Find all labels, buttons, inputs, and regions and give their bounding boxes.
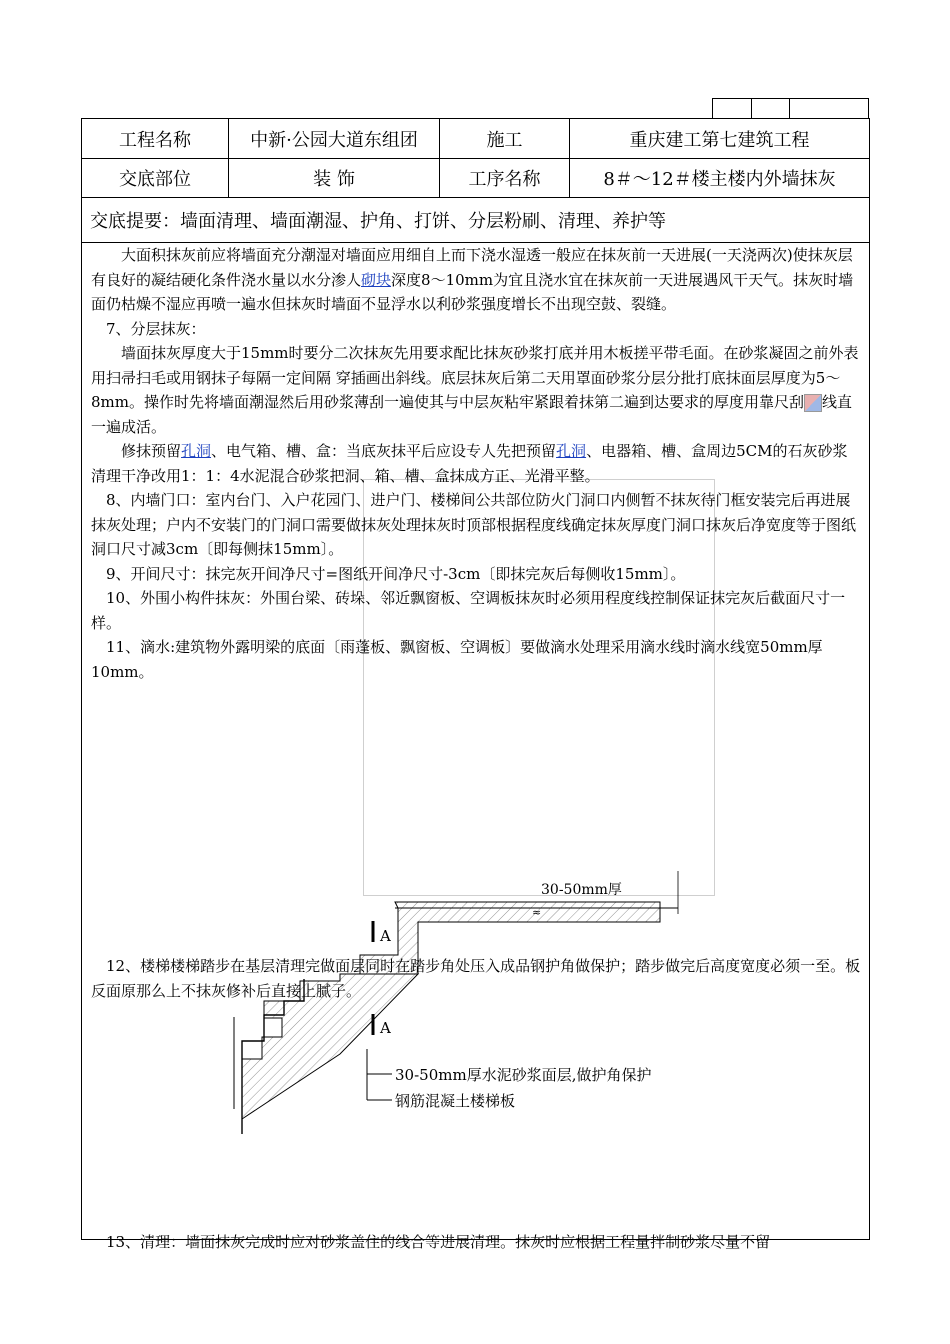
text-span: 墙面抹灰厚度大于15mm时要分二次抹灰先用要求配比抹灰砂浆打底并用木板搓平带毛面。在砂浆凝固之前外表用扫帚扫毛或用钢抹子每隔一定间隔 穿插画出斜线。底层抹灰后第二天用罩面砂浆分层分批打底抹面层厚度为5～8mm。操作时先将墙面潮湿然后用砂浆薄刮一遍使其与中层灰粘牢紧跟着抹第二遍到达要求的厚度用靠尺刮	[91, 344, 859, 411]
text-span: 深度8～10mm为宜且浇水宜在抹灰前一天进展遇风干天气。抹灰时墙面仍枯燥不湿应再喷一遍水但抹灰时墙面不显浮水以利砂浆强度增长不出现空鼓、裂缝。	[91, 270, 854, 313]
disclosure-part-label: 交底部位	[82, 158, 229, 197]
text-span: 、电气箱、槽、盒：当底灰抹平后应设专人先把预留	[211, 442, 557, 460]
section-9: 9、开间尺寸：抹完灰开间净尺寸=图纸开间净尺寸-3cm〔即抹完灰后每侧收15mm〕。	[106, 564, 686, 583]
disclosure-summary: 交底提要：墙面清理、墙面潮湿、护角、打饼、分层粉刷、清理、养护等	[82, 197, 869, 243]
process-name-value: 8＃～12＃楼主楼内外墙抹灰	[603, 168, 836, 190]
section-13: 13、清理：墙面抹灰完成时应对砂浆盖住的线合等进展清理。抹灰时应根据工程量拌制砂浆尽量不留	[106, 1233, 771, 1251]
stair-slab-label: 钢筋混凝土楼梯板	[395, 1092, 516, 1110]
corner-box-divider	[789, 99, 790, 118]
text-span: 、电器箱、槽、盒周边5CM的石灰砂浆清理干净改用1：1：4水泥混合砂浆把洞、箱、槽、盒抹成方正、光滑平整。	[91, 442, 848, 485]
disclosure-form	[81, 118, 870, 1251]
hole-link-2[interactable]: 孔洞	[556, 442, 587, 460]
thickness-label: 30-50mm厚	[541, 882, 622, 898]
construction-value: 重庆建工第七建筑工程	[629, 129, 810, 151]
hole-link-1[interactable]: 孔洞	[181, 442, 212, 460]
finish-layer-label: 30-50mm厚水泥砂浆面层,做护角保护	[395, 1066, 652, 1084]
section-10: 10、外围小构件抹灰：外围台梁、砖垛、邻近飘窗板、空调板抹灰时必须用程度线控制保证抹完灰后截面尺寸一样。	[91, 589, 846, 632]
text-span: 修抹预留	[121, 442, 182, 460]
project-name-value: 中新·公园大道东组团	[229, 119, 440, 158]
section-7-heading: 7、分层抹灰：	[106, 319, 206, 338]
section-8: 8、内墙门口：室内台门、入户花园门、进户门、楼梯间公共部位防火门洞口内侧暂不抹灰待门框安装完后再进展抹灰处理；户内不安装门的门洞口需要做抹灰处理抹灰时顶部根据程度线确定抹灰厚度门洞口抹灰后净宽度等于图纸洞口尺寸减3cm〔即每侧抹15mm〕。	[91, 491, 857, 558]
section-label-a-lower: A	[380, 1019, 391, 1037]
section-12: 12、楼梯楼梯踏步在基层清理完做面层同时在踏步角处压入成品钢护角做保护；踏步做完后高度宽度必须一至。板反面原那么上不抹灰修补后直接上腻子。	[91, 957, 861, 1000]
text-span: 线直一遍成活。	[91, 393, 853, 436]
corner-box-divider	[751, 99, 752, 118]
process-name-label: 工序名称	[440, 158, 570, 197]
project-name-label: 工程名称	[82, 119, 229, 158]
section-label-a-upper: A	[380, 927, 391, 945]
construction-label: 施工	[440, 119, 570, 158]
form-corner-boxes	[712, 98, 869, 118]
disclosure-part-value: 装 饰	[229, 158, 440, 197]
break-mark: ≈	[532, 906, 542, 919]
stair-detail-diagram	[82, 119, 871, 1241]
text-span: 大面积抹灰前应将墙面充分潮湿对墙面应用细自上而下浇水湿透一般应在抹灰前一天进展(一天浇两次)使抹灰层有良好的凝结硬化条件浇水量以水分渗人	[91, 246, 853, 289]
block-link[interactable]: 砌块	[361, 270, 392, 289]
section-11: 11、滴水:建筑物外露明梁的底面〔雨蓬板、飘窗板、空调板〕要做滴水处理采用滴水线时滴水线宽50mm厚10mm。	[91, 638, 823, 681]
